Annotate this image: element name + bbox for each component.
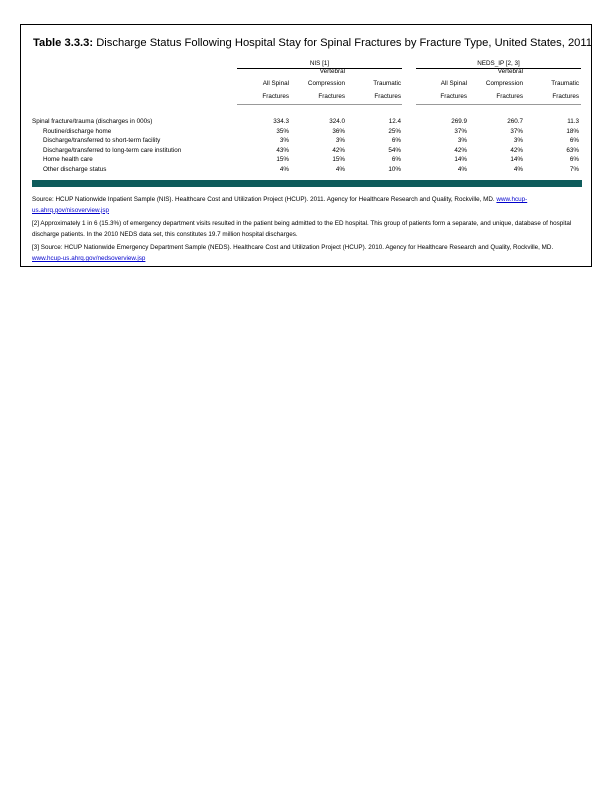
column-header-line: Vertebral [497, 67, 523, 75]
table-cell: 42% [332, 146, 345, 154]
table-frame [20, 24, 592, 267]
column-header [351, 78, 401, 103]
column-header-line: Fractures [374, 92, 401, 100]
table-cell: 6% [391, 137, 401, 145]
table-cell: 7% [569, 165, 579, 173]
column-header-line: Traumatic [373, 80, 401, 87]
column-header [417, 78, 467, 103]
table-cell: 43% [276, 146, 289, 154]
table-cell: 42% [454, 146, 467, 154]
table-cell: 37% [510, 127, 523, 135]
table-cell: 42% [510, 146, 523, 154]
table-cell: 4% [513, 165, 523, 173]
table-body [32, 117, 582, 175]
table-cell: 11.3 [567, 118, 579, 125]
column-header-line: Fractures [262, 92, 289, 100]
column-header [239, 78, 289, 103]
table-cell: 3% [279, 137, 289, 145]
group-header-nis: NIS [1] [309, 60, 330, 67]
column-header-line: Traumatic [551, 80, 579, 87]
row-label: Spinal fracture/trauma (discharges in 000s) [32, 118, 153, 125]
source-link[interactable]: www.hcup-us.ahrq.gov/nisoverview.jsp [32, 196, 528, 214]
table-cell: 6% [391, 156, 401, 164]
table-cell: 35% [276, 127, 289, 135]
row-label: Discharge/transferred to short-term facility [43, 137, 161, 145]
source-link[interactable]: www.hcup-us.ahrq.gov/nedsoverview.jsp [32, 254, 146, 262]
table-cell: 4% [457, 165, 467, 173]
footnote-text: [2] Approximately 1 in 6 (15.3%) of emergency department visits resulted in the patient being admitted to the ED hospital. This group of patients form a separate, and unique, database of hospital discharge patients. In the 2010 NEDS data set, this constitutes 19.7 million hospital discharges. [32, 220, 572, 238]
column-header-line: Fractures [552, 92, 579, 100]
footnote-text: [3] Source: HCUP Nationwide Emergency Department Sample (NEDS). Healthcare Cost and Utilization Project (HCUP). 2010. Agency for Healthcare Research and Quality, Rockville, MD. [32, 244, 554, 252]
table-cell: 12.4 [388, 118, 401, 125]
column-header-line: Vertebral [319, 67, 345, 75]
group-header-neds: NEDS_IP [2, 3] [477, 60, 520, 67]
row-label: Discharge/transferred to long-term care institution [43, 146, 182, 154]
footnote [32, 243, 584, 265]
table-cell: 54% [388, 146, 401, 154]
column-header-line: Compression [307, 80, 345, 87]
table-cell: 3% [335, 137, 345, 145]
table-cell: 4% [335, 165, 345, 173]
table-row [32, 136, 582, 146]
header-rule [416, 104, 581, 105]
table-title-text: Discharge Status Following Hospital Stay for Spinal Fractures by Fracture Type, United States, 2011 [93, 37, 593, 49]
table-notes [32, 195, 584, 267]
column-header [529, 78, 579, 103]
row-label: Other discharge status [43, 165, 107, 173]
table-cell: 6% [569, 137, 579, 145]
table-cell: 269.9 [451, 118, 467, 125]
table-footer-band [32, 180, 582, 187]
table-cell: 324.0 [329, 118, 345, 125]
row-label: Routine/discharge home [43, 127, 112, 135]
table-cell: 14% [510, 156, 523, 164]
column-header [295, 66, 345, 104]
footnote [32, 195, 584, 217]
table-row [32, 127, 582, 137]
table-cell: 14% [454, 156, 467, 164]
table-cell: 4% [279, 165, 289, 173]
table-cell: 334.3 [273, 118, 289, 125]
table-row [32, 146, 582, 156]
header-rule [237, 104, 402, 105]
table-cell: 10% [388, 165, 401, 173]
column-header-line: Fractures [496, 92, 523, 100]
table-cell: 15% [276, 156, 289, 164]
table-cell: 15% [332, 156, 345, 164]
table-cell: 3% [457, 137, 467, 145]
table-number: Table 3.3.3: [33, 37, 94, 49]
table-cell: 37% [454, 127, 467, 135]
column-header [473, 66, 523, 104]
column-header-line: Fractures [318, 92, 345, 100]
table-cell: 18% [566, 127, 579, 135]
column-header-line: All Spinal [440, 80, 467, 87]
table-row [32, 155, 582, 165]
table-cell: 6% [569, 156, 579, 164]
table-cell: 25% [388, 127, 401, 135]
column-header-line: All Spinal [262, 80, 289, 87]
footnote-text: Source: HCUP Nationwide Inpatient Sample (NIS). Healthcare Cost and Utilization Project (HCUP). 2011. Agency for Healthcare Research and Quality, Rockville, MD. [32, 196, 495, 203]
table-cell: 63% [566, 146, 579, 154]
column-header-line: Fractures [440, 92, 467, 100]
table-row [32, 165, 582, 175]
table-row [32, 117, 582, 127]
column-header-line: Compression [485, 80, 523, 87]
table-title [33, 37, 592, 49]
row-label: Home health care [43, 156, 93, 164]
table-cell: 3% [513, 137, 523, 145]
footnote [32, 219, 584, 241]
table-cell: 260.7 [507, 118, 523, 125]
table-cell: 36% [332, 127, 345, 135]
